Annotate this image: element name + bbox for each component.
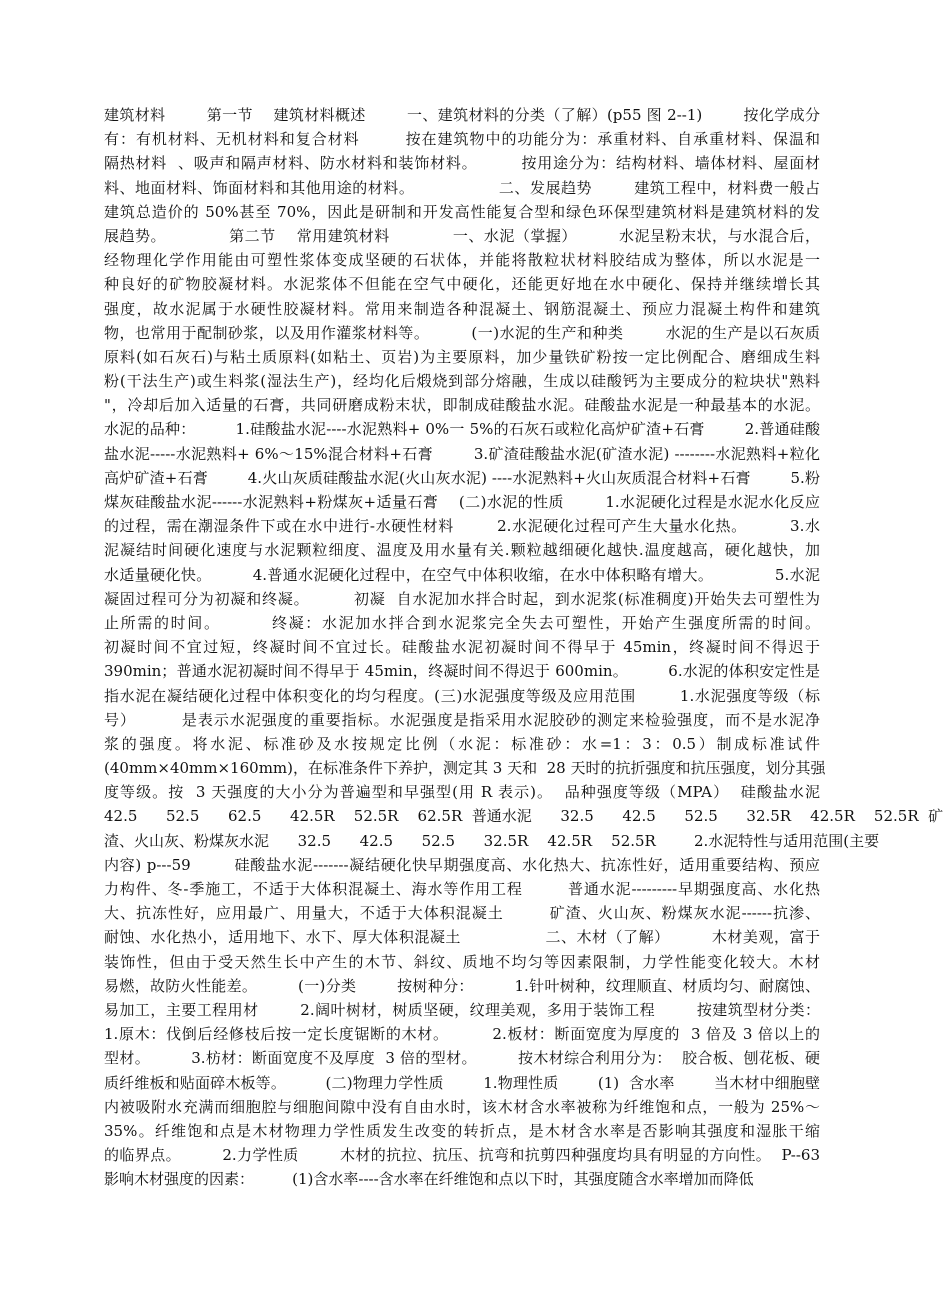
text-line: 渣、火山灰、粉煤灰水泥 32.5 42.5 52.5 32.5R 42.5R 52.5R 2.水泥特性与适用范围(主要 bbox=[104, 831, 880, 850]
text-line: 力构件、冬-季施工，不适于大体积混凝土、海水等作用工程 普通水泥---------早期强度高、水化热 bbox=[104, 880, 820, 898]
text-line: 390min；普通水泥初凝时间不得早于 45min，终凝时间不得迟于 600min。 6.水泥的体积安定性是 bbox=[104, 662, 820, 681]
text-line: 料、地面材料、饰面材料和其他用途的材料。 二、发展趋势 建筑工程中，材料费一般占 bbox=[104, 178, 820, 197]
text-line: 止所需的时间。 终凝：水泥加水拌合到水泥浆完全失去可塑性，开始产生强度所需的时间。 bbox=[104, 613, 820, 632]
text-line: 粉(干法生产)或生料浆(湿法生产)，经均化后煅烧到部分熔融，生成以硅酸钙为主要成分的粒块状"熟料 bbox=[104, 372, 820, 391]
text-line: 质纤维板和贴面碎木板等。 (二)物理力学性质 1.物理性质 (1) 含水率 当木材中细胞壁 bbox=[104, 1073, 820, 1092]
text-line: 物，也常用于配制砂浆，以及用作灌浆材料等。 (一)水泥的生产和种类 水泥的生产是以石灰质 bbox=[104, 323, 820, 342]
text-line: 型材。 3.枋材：断面宽度不及厚度 3 倍的型材。 按木材综合利用分为： 胶合板、刨花板、硬 bbox=[104, 1049, 820, 1068]
text-line: 建筑材料 第一节 建筑材料概述 一、建筑材料的分类（了解）(p55 图 2--1) 按化学成分 bbox=[104, 106, 820, 124]
text-line: 的临界点。 2.力学性质 木材的抗拉、抗压、抗弯和抗剪四种强度均具有明显的方向性。 P--63 bbox=[104, 1146, 820, 1165]
text-line: 有：有机材料、无机材料和复合材料 按在建筑物中的功能分为：承重材料、自承重材料、保温和 bbox=[104, 130, 820, 149]
text-line: 展趋势。 第二节 常用建筑材料 一、水泥（掌握） 水泥呈粉末状，与水混合后， bbox=[104, 226, 820, 245]
text-line: 指水泥在凝结硬化过程中体积变化的均匀程度。(三)水泥强度等级及应用范围 1.水泥强度等级（标 bbox=[104, 686, 820, 705]
text-line: 建筑总造价的 50%甚至 70%，因此是研制和开发高性能复合型和绿色环保型建筑材料是建筑材料的发 bbox=[104, 202, 820, 221]
text-line: 易加工，主要工程用材 2.阔叶树材，树质坚硬，纹理美观，多用于装饰工程 按建筑型材分类： bbox=[104, 1000, 820, 1019]
text-line: (40mm×40mm×160mm)，在标准条件下养护，测定其 3 天和 28 天时的抗折强度和抗压强度，划分其强 bbox=[104, 759, 826, 778]
text-line: 煤灰硅酸盐水泥------水泥熟料+粉煤灰+适量石膏 (二)水泥的性质 1.水泥硬化过程是水泥水化反应 bbox=[104, 493, 820, 511]
text-line: 42.5 52.5 62.5 42.5R 52.5R 62.5R 普通水泥 32.5 42.5 52.5 32.5R 42.5R 52.5R 矿 bbox=[104, 807, 943, 826]
text-line: 的过程，需在潮湿条件下或在水中进行-水硬性材料 2.水泥硬化过程可产生大量水化热。 3.水 bbox=[104, 517, 820, 536]
text-line: 凝固过程可分为初凝和终凝。 初凝 自水泥加水拌合时起，到水泥浆(标准稠度)开始失去可塑性为 bbox=[104, 589, 820, 608]
text-line: 高炉矿渣+石膏 4.火山灰质硅酸盐水泥(火山灰水泥) ----水泥熟料+火山灰质混合材料+石膏 5.粉 bbox=[104, 468, 820, 487]
text-line: 大、抗冻性好，应用最广、用量大，不适于大体积混凝土 矿渣、火山灰、粉煤灰水泥------抗渗、 bbox=[104, 904, 820, 923]
text-line: 强度，故水泥属于水硬性胶凝材料。常用来制造各种混凝土、钢筋混凝土、预应力混凝土构件和建筑 bbox=[104, 299, 820, 318]
document-body bbox=[104, 103, 943, 1191]
text-line: 隔热材料 、吸声和隔声材料、防水材料和装饰材料。 按用途分为：结构材料、墙体材料、屋面材 bbox=[104, 154, 820, 173]
text-line: 内容) p---59 硅酸盐水泥-------凝结硬化快早期强度高、水化热大、抗冻性好，适用重要结构、预应 bbox=[104, 855, 820, 874]
text-line: 泥凝结时间硬化速度与水泥颗粒细度、温度及用水量有关.颗粒越细硬化越快.温度越高，硬化越快，加 bbox=[104, 541, 820, 560]
text-line: 装饰性，但由于受天然生长中产生的木节、斜纹、质地不均匀等因素限制，力学性能变化较大。木材 bbox=[104, 952, 820, 971]
text-line: 耐蚀、水化热小，适用地下、水下、厚大体积混凝土 二、木材（了解） 木材美观，富于 bbox=[104, 928, 820, 947]
text-line: "，冷却后加入适量的石膏，共同研磨成粉末状，即制成硅酸盐水泥。硅酸盐水泥是一种最基本的水泥。 bbox=[104, 396, 820, 415]
text-line: 盐水泥-----水泥熟料+ 6%～15%混合材料+石膏 3.矿渣硅酸盐水泥(矿渣水泥) --------水泥熟料+粒化 bbox=[104, 444, 820, 463]
text-line: 35%。纤维饱和点是木材物理力学性质发生改变的转折点，是木材含水率是否影响其强度和湿胀干缩 bbox=[104, 1121, 820, 1140]
text-line: 易燃，故防火性能差。 (一)分类 按树种分： 1.针叶树种，纹理顺直、材质均匀、耐腐蚀、 bbox=[104, 976, 820, 995]
text-line: 1.原木：伐倒后经修枝后按一定长度锯断的木材。 2.板材：断面宽度为厚度的 3 倍及 3 倍以上的 bbox=[104, 1025, 820, 1044]
text-line: 经物理化学作用能由可塑性浆体变成坚硬的石状体，并能将散粒状材料胶结成为整体，所以水泥是一 bbox=[104, 251, 820, 270]
text-line: 影响木材强度的因素： (1)含水率----含水率在纤维饱和点以下时，其强度随含水率增加而降低 bbox=[104, 1170, 754, 1189]
text-line: 初凝时间不宜过短，终凝时间不宜过长。硅酸盐水泥初凝时间不得早于 45min，终凝时间不得迟于 bbox=[104, 638, 820, 657]
text-line: 号） 是表示水泥强度的重要指标。水泥强度是指采用水泥胶砂的测定来检验强度，而不是水泥净 bbox=[104, 710, 820, 729]
text-line: 内被吸附水充满而细胞腔与细胞间隙中没有自由水时，该木材含水率被称为纤维饱和点，一般为 25%～ bbox=[104, 1097, 820, 1116]
text-line: 水泥的品种： 1.硅酸盐水泥----水泥熟料+ 0%一 5%的石灰石或粒化高炉矿渣+石膏 2.普通硅酸 bbox=[104, 420, 820, 439]
text-line: 度等级。按 3 天强度的大小分为普遍型和早强型(用 R 表示)。 品种强度等级（MPA） 硅酸盐水泥 bbox=[104, 783, 820, 802]
text-line: 原料(如石灰石)与粘土质原料(如粘土、页岩)为主要原料，加少量铁矿粉按一定比例配合、磨细成生料 bbox=[104, 347, 820, 366]
text-line: 种良好的矿物胶凝材料。水泥浆体不但能在空气中硬化，还能更好地在水中硬化、保持并继续增长其 bbox=[104, 275, 820, 294]
text-line: 水适量硬化快。 4.普通水泥硬化过程中，在空气中体积收缩，在水中体积略有增大。 5.水泥 bbox=[104, 565, 820, 584]
text-line: 浆的强度。将水泥、标准砂及水按规定比例（水泥：标准砂：水=1：3：0.5）制成标准试件 bbox=[104, 734, 820, 753]
